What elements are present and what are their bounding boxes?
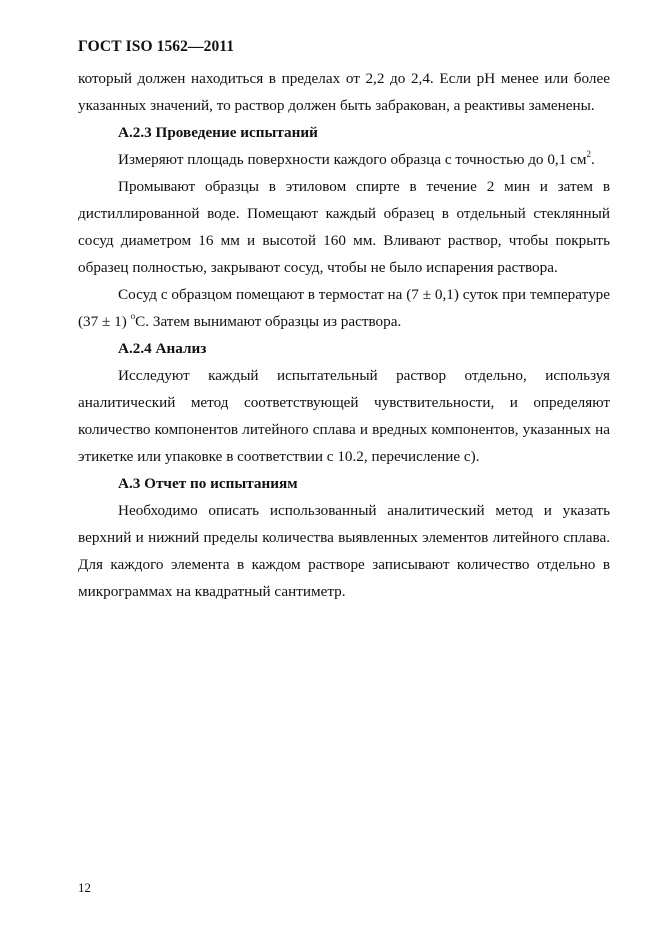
paragraph-text: Сосуд с образцом помещают в термостат на (7 ± 0,1) суток при температуре (37 ± 1) xyxy=(78,286,610,330)
paragraph: Необходимо описать использованный аналитический метод и указать верхний и нижний пределы количества выявленных элементов литейного сплава. Для каждого элемента в каждом растворе записывают количество отдельно в микрограммах на квадратный сантиметр. xyxy=(78,502,610,600)
paragraph: который должен находиться в пределах от 2,2 до 2,4. Если pH менее или более указанных значений, то раствор должен быть забракован, а реактивы заменены. xyxy=(78,70,610,114)
paragraph: Промывают образцы в этиловом спирте в течение 2 мин и затем в дистиллированной воде. Помещают каждый образец в отдельный стеклянный сосуд диаметром 16 мм и высотой 160 мм. Вливают раствор, чтобы покрыть образец полностью, закрывают сосуд, чтобы не было испарения раствора. xyxy=(78,178,610,276)
section-heading-a3: А.3 Отчет по испытаниям xyxy=(118,475,298,492)
paragraph-text: . xyxy=(590,151,595,168)
superscript: 2 xyxy=(586,148,591,159)
paragraph-text: Измеряют площадь поверхности каждого образца с точностью до 0,1 см xyxy=(118,151,587,168)
paragraph: Исследуют каждый испытательный раствор отдельно, используя аналитический метод соответствующей чувствительности, и определяют количество компонентов литейного сплава и вредных компонентов, указанных на этикетке или упаковке в соответствии с 10.2, перечисление с). xyxy=(78,367,610,465)
page-number: 12 xyxy=(78,880,91,895)
document-body xyxy=(78,65,610,605)
section-heading-a23: А.2.3 Проведение испытаний xyxy=(118,124,318,141)
document-header: ГОСТ ISO 1562—2011 xyxy=(78,38,235,55)
superscript: о xyxy=(130,310,136,321)
section-heading-a24: А.2.4 Анализ xyxy=(118,340,207,357)
paragraph xyxy=(78,281,610,335)
paragraph-text: С. Затем вынимают образцы из раствора. xyxy=(135,313,402,330)
paragraph xyxy=(78,146,610,173)
